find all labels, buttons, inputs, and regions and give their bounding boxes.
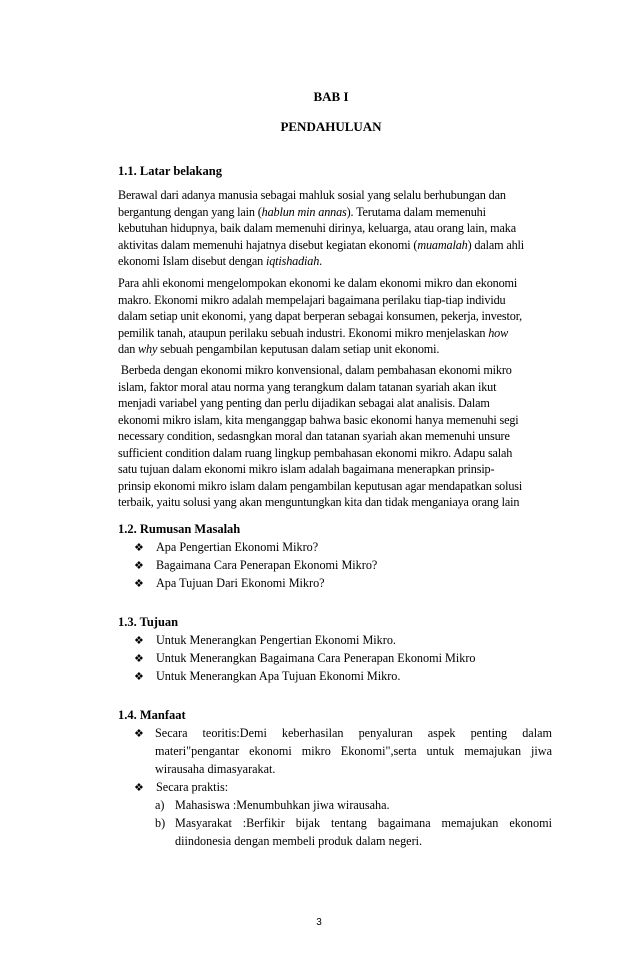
- diamond-bullet-icon: ❖: [134, 653, 144, 665]
- text-line: Berbeda dengan ekonomi mikro konvensional, dalam pembahasan ekonomi mikro: [118, 363, 512, 377]
- text-line: dan why sebuah pengambilan keputusan dalam setiap unit ekonomi.: [118, 342, 440, 356]
- page-number: 3: [316, 917, 322, 928]
- section-heading-rumusan-masalah: 1.2. Rumusan Masalah: [118, 522, 241, 536]
- text-line: Berawal dari adanya manusia sebagai mahluk sosial yang selalu berhubungan dan: [118, 188, 506, 202]
- section-heading-tujuan: 1.3. Tujuan: [118, 615, 179, 629]
- paragraph-3: [118, 362, 558, 511]
- text-line: sufficient condition dalam ruang lingkup pembahasan ekonomi mikro. Adapu salah: [118, 445, 513, 460]
- text-line: terbaik, yaitu solusi yang akan menguntungkan kita dan tidak menganiaya orang lain: [118, 495, 520, 509]
- list-item: ❖ Bagaimana Cara Penerapan Ekonomi Mikro?: [134, 556, 377, 575]
- list-item: ❖ Apa Tujuan Dari Ekonomi Mikro?: [134, 574, 325, 593]
- list-item: ❖ Untuk Menerangkan Pengertian Ekonomi Mikro.: [134, 631, 396, 650]
- text-line: wirausaha dimasyarakat.: [155, 762, 276, 776]
- diamond-bullet-icon: ❖: [134, 671, 144, 683]
- sub-item-b-letter: b): [155, 816, 166, 830]
- text-line: materi"pengantar ekonomi mikro Ekonomi",serta untuk memajukan jiwa: [155, 744, 552, 758]
- text-line: Para ahli ekonomi mengelompokan ekonomi ke dalam ekonomi mikro dan ekonomi: [118, 276, 518, 290]
- list-item: ❖ Untuk Menerangkan Bagaimana Cara Penerapan Ekonomi Mikro: [134, 649, 476, 668]
- text-line: satu tujuan dalam ekonomi mikro islam adalah bagaimana menerapkan prinsip-: [118, 462, 495, 476]
- text-line: bergantung dengan yang lain (hablun min annas). Terutama dalam memenuhi: [118, 204, 486, 219]
- text-line: prinsip ekonomi mikro islam dalam pengambilan keputusan agar mendapatkan solusi: [118, 478, 523, 493]
- diamond-bullet-icon: ❖: [134, 782, 144, 794]
- diamond-bullet-icon: ❖: [134, 560, 144, 572]
- section-heading-latar-belakang: 1.1. Latar belakang: [118, 164, 222, 178]
- section-heading-manfaat: 1.4. Manfaat: [118, 708, 186, 722]
- list-item: ❖ Untuk Menerangkan Apa Tujuan Ekonomi Mikro.: [134, 667, 400, 686]
- diamond-bullet-icon: ❖: [134, 728, 144, 740]
- chapter-number: BAB I: [313, 89, 349, 104]
- diamond-bullet-icon: ❖: [134, 635, 144, 647]
- text-line: pemilik tanah, ataupun perilaku sebuah industri. Ekonomi mikro menjelaskan how: [118, 325, 509, 340]
- diamond-bullet-icon: ❖: [134, 578, 144, 590]
- text-line: ekonomi mikro islam, kita menganggap bahwa basic ekonomi hanya memenuhi segi: [118, 412, 519, 427]
- sub-item-b: [175, 814, 552, 850]
- text-line: Masyarakat :Berfikir bijak tentang bagaimana memajukan ekonomi: [175, 816, 552, 830]
- list-item: ❖ Apa Pengertian Ekonomi Mikro?: [134, 538, 318, 557]
- text-line: menjadi variabel yang penting dan perlu dijadikan sebagai alat analisis. Dalam: [118, 396, 490, 410]
- text-line: kebutuhan hidupnya, baik dalam memenuhi dirinya, keluarga, atau orang lain, maka: [118, 221, 516, 235]
- text-line: necessary condition, sedasngkan moral dan tatanan syariah akan memenuhi unsure: [118, 429, 510, 443]
- paragraph-1: [118, 187, 558, 270]
- text-line: makro. Ekonomi mikro adalah mempelajari bagaimana perilaku tiap-tiap individu: [118, 292, 506, 307]
- diamond-bullet-icon: ❖: [134, 542, 144, 554]
- paragraph-2: [118, 275, 558, 358]
- list-item: [134, 724, 156, 743]
- sub-item-a: a) Mahasiswa :Menumbuhkan jiwa wirausaha.: [155, 798, 390, 812]
- text-line: dalam setiap unit ekonomi, yang dapat berperan sebagai konsumen, pekerja, investor,: [118, 309, 523, 323]
- chapter-title: PENDAHULUAN: [280, 119, 382, 134]
- manfaat-teoritis: [155, 724, 552, 778]
- text-line: diindonesia dengan membeli produk dalam negeri.: [175, 834, 423, 848]
- text-line: islam, faktor moral atau norma yang terangkum dalam tatanan syariah akan ikut: [118, 379, 497, 394]
- text-line: aktivitas dalam memenuhi hajatnya disebut kegiatan ekonomi (muamalah) dalam ahli: [118, 237, 524, 252]
- text-line: Secara teoritis:Demi keberhasilan penyaluran aspek penting dalam: [155, 726, 552, 740]
- list-item: ❖ Secara praktis:: [134, 778, 228, 797]
- text-line: ekonomi Islam disebut dengan iqtishadiah.: [118, 254, 323, 268]
